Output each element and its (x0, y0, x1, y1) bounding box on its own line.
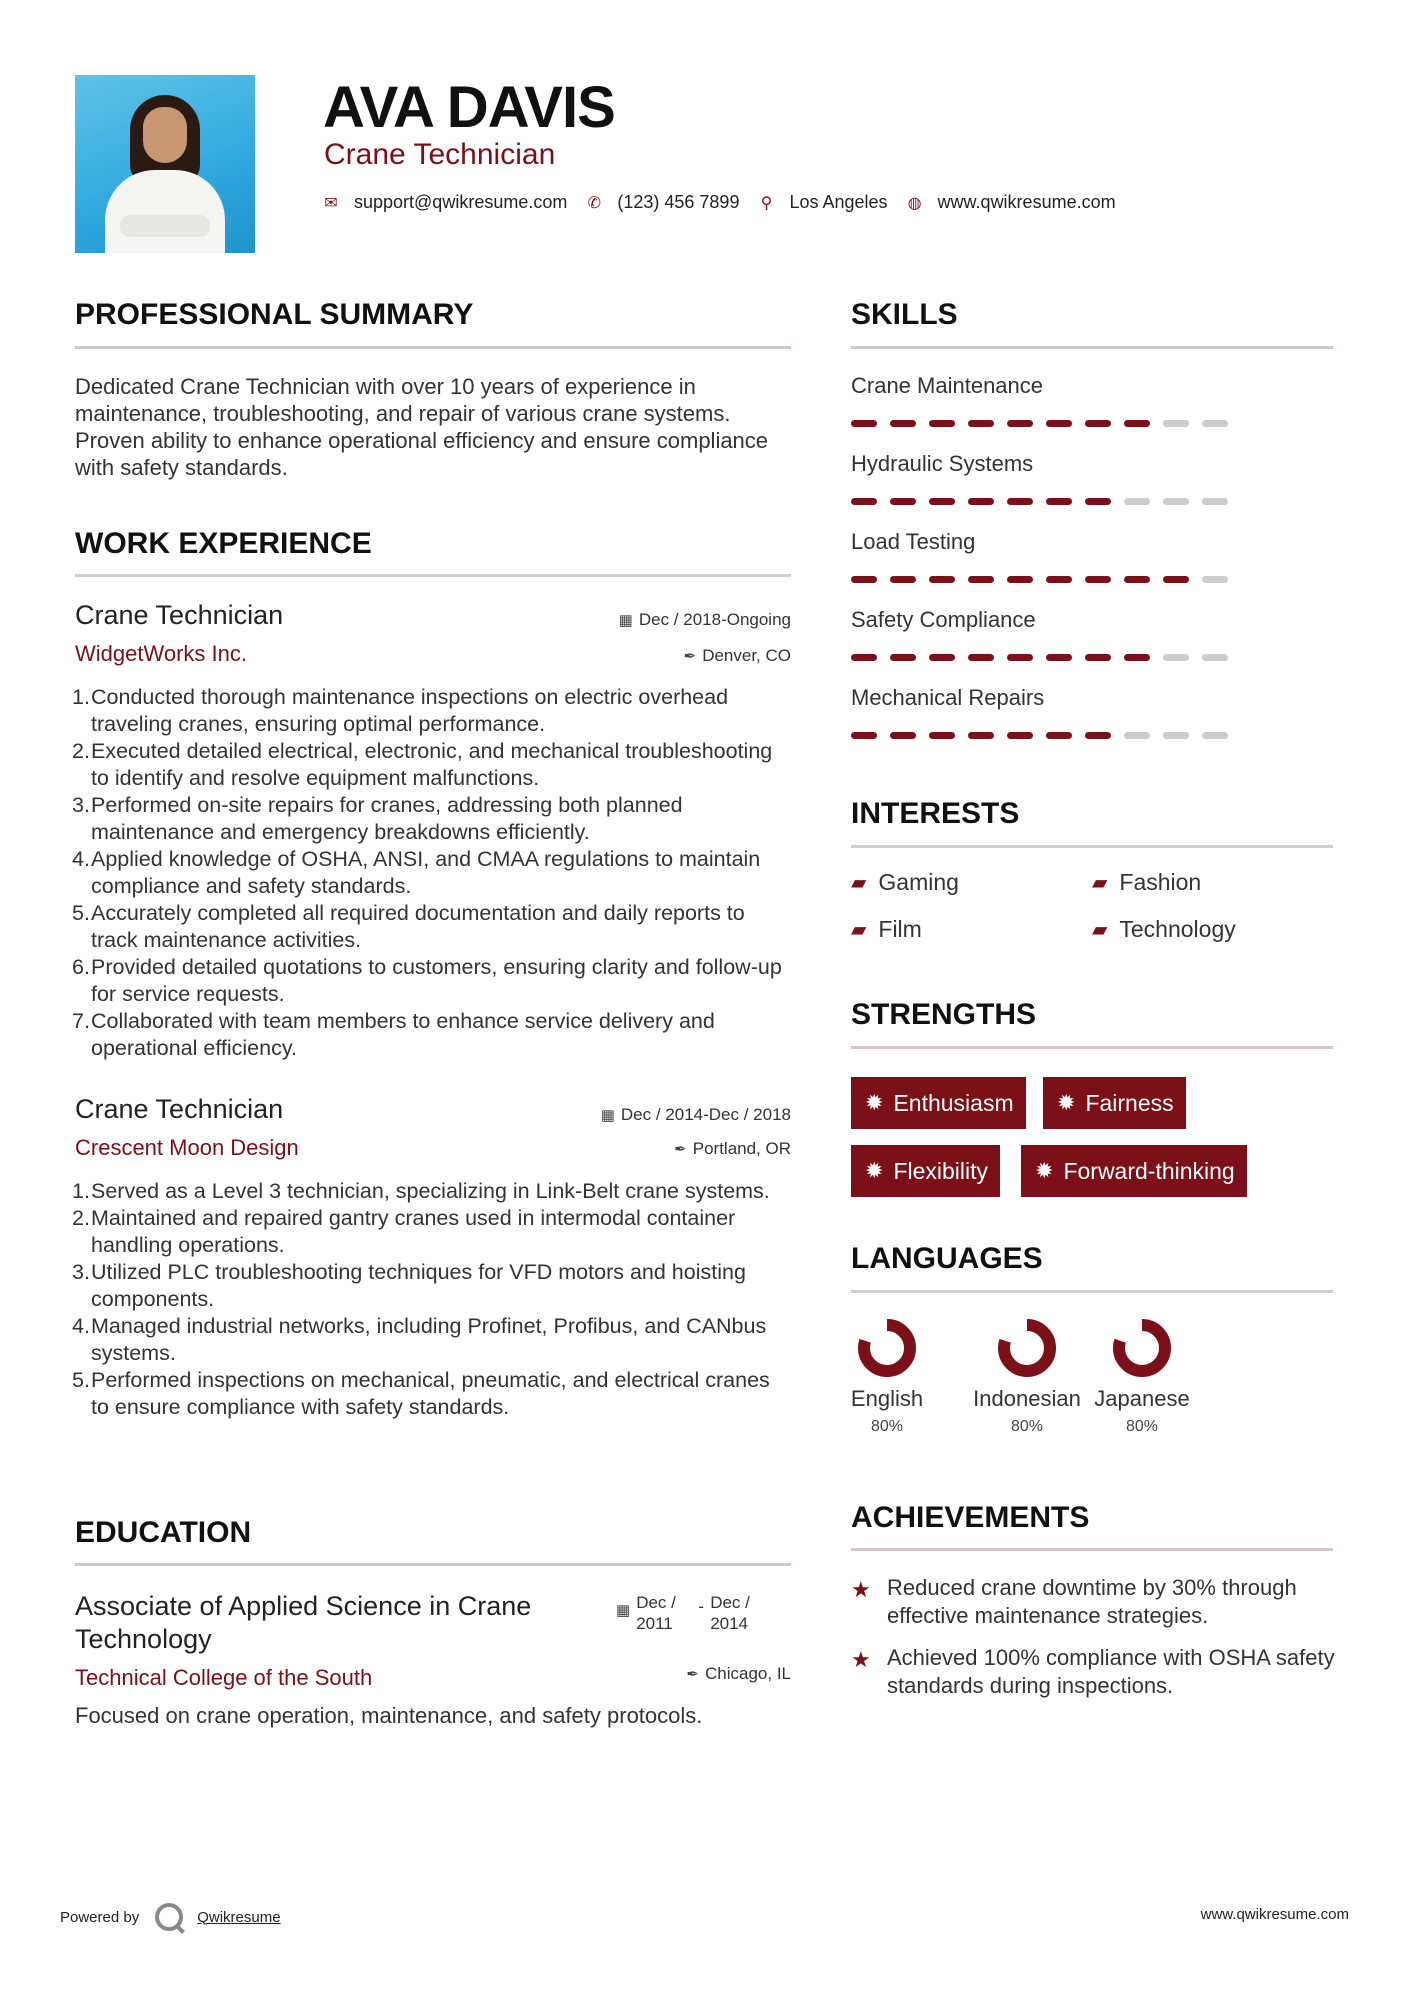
badge-icon: ✹ (1057, 1090, 1076, 1115)
section-divider (851, 1046, 1333, 1049)
school-name: Technical College of the South (75, 1665, 373, 1690)
list-item: 3. Performed on-site repairs for cranes, addressing both planned maintenance and emergency breakdowns efficiently. (72, 793, 683, 844)
skill-rating (851, 576, 1228, 583)
job-company: Crescent Moon Design (75, 1135, 299, 1160)
language-percent: 80% (870, 1418, 904, 1435)
skill-dot-filled (1007, 498, 1033, 505)
skill-dot-empty (1202, 420, 1228, 427)
skills-heading: SKILLS (851, 298, 958, 331)
job-location: ✒ Portland, OR (674, 1139, 791, 1158)
language-ring (857, 1318, 917, 1378)
skill-dot-filled (1046, 576, 1072, 583)
book-icon: ▰ (1092, 919, 1108, 941)
candidate-role: Crane Technician (324, 138, 556, 171)
language-item (967, 1318, 1087, 1436)
skill-dot-empty (1202, 498, 1228, 505)
list-item: 5. Performed inspections on mechanical, pneumatic, and electrical cranes to ensure compliance with safety standards. (72, 1368, 770, 1419)
strength-badge: ✹ Fairness (1043, 1077, 1186, 1129)
calendar-icon: ▦ (600, 1107, 615, 1124)
badge-icon: ✹ (865, 1158, 884, 1183)
list-item: 4. Applied knowledge of OSHA, ANSI, and CMAA regulations to maintain compliance and safety standards. (72, 847, 761, 898)
globe-icon: ◍ (907, 194, 922, 212)
skill-dot-filled (890, 732, 916, 739)
language-ring-arc (1004, 1325, 1050, 1371)
contact-bar (322, 192, 1134, 213)
badge-icon: ✹ (1035, 1158, 1054, 1183)
skill-name: Load Testing (851, 529, 976, 554)
strength-badge: ✹ Enthusiasm (851, 1077, 1026, 1129)
language-item (827, 1318, 947, 1436)
strength-badge: ✹ Flexibility (851, 1145, 1000, 1197)
list-item: 3. Utilized PLC troubleshooting techniques for VFD motors and hoisting components. (72, 1260, 746, 1311)
achievement-item: ★ Reduced crane downtime by 30% through effective maintenance strategies. (851, 1575, 1297, 1628)
skill-dot-filled (968, 420, 994, 427)
degree-title: Associate of Applied Science in Crane Technology (75, 1591, 532, 1654)
language-name: Indonesian (973, 1386, 1081, 1411)
map-pin-icon: ⚲ (760, 194, 773, 212)
job-bullets (73, 684, 793, 1062)
job-bullets (73, 1178, 793, 1421)
skill-dot-filled (1085, 732, 1111, 739)
skill-dot-empty (1124, 498, 1150, 505)
list-item: 4. Managed industrial networks, including Profinet, Profibus, and CANbus systems. (72, 1314, 767, 1365)
footer-powered-by: Powered by Qwikresume (60, 1903, 281, 1931)
education-dates: ▦ Dec / 2011 - Dec / 2014 (616, 1593, 750, 1633)
skill-dot-filled (968, 732, 994, 739)
section-divider (851, 1290, 1333, 1293)
interest-item: ▰ Gaming (851, 869, 959, 895)
skill-dot-empty (1202, 732, 1228, 739)
skill-dot-empty (1124, 732, 1150, 739)
skill-dot-filled (929, 654, 955, 661)
section-divider (851, 1548, 1333, 1551)
skill-name: Hydraulic Systems (851, 451, 1034, 476)
skill-dot-filled (1085, 498, 1111, 505)
footer-site-link[interactable]: www.qwikresume.com (1200, 1906, 1349, 1923)
skill-dot-empty (1163, 498, 1189, 505)
skill-rating (851, 498, 1228, 505)
list-item: 7. Collaborated with team members to enhance service delivery and operational efficiency. (72, 1009, 715, 1060)
language-name: English (850, 1386, 924, 1411)
skill-dot-filled (1046, 498, 1072, 505)
pushpin-icon: ✒ (686, 1666, 699, 1683)
contact-email[interactable]: support@qwikresume.com (354, 192, 568, 212)
skill-rating (851, 654, 1228, 661)
skill-dot-filled (1007, 732, 1033, 739)
list-item: 2. Maintained and repaired gantry cranes used in intermodal container handling operations. (72, 1206, 736, 1257)
job-location: ✒ Denver, CO (683, 646, 791, 665)
badge-icon: ✹ (865, 1090, 884, 1115)
language-ring (1112, 1318, 1172, 1378)
skill-dot-filled (851, 732, 877, 739)
language-ring-arc (1119, 1325, 1165, 1371)
language-ring-arc (864, 1325, 910, 1371)
contact-phone[interactable]: (123) 456 7899 (617, 192, 740, 212)
list-item: 1. Served as a Level 3 technician, specializing in Link-Belt crane systems. (72, 1179, 770, 1203)
skill-dot-filled (1007, 654, 1033, 661)
candidate-name: AVA DAVIS (323, 75, 615, 140)
list-item: 5. Accurately completed all required documentation and daily reports to track maintenance activities. (72, 901, 745, 952)
skill-dot-filled (1085, 654, 1111, 661)
book-icon: ▰ (1092, 872, 1108, 894)
language-item (1082, 1318, 1202, 1436)
qwikresume-logo-icon (155, 1903, 183, 1931)
star-icon: ★ (851, 1647, 871, 1672)
skill-dot-filled (929, 498, 955, 505)
section-divider (75, 346, 791, 349)
skill-rating (851, 420, 1228, 427)
skill-dot-filled (1085, 420, 1111, 427)
skill-name: Safety Compliance (851, 607, 1036, 632)
section-divider (851, 845, 1333, 848)
education-description: Focused on crane operation, maintenance, and safety protocols. (75, 1703, 703, 1728)
skill-dot-filled (1085, 576, 1111, 583)
skill-dot-empty (1163, 654, 1189, 661)
pushpin-icon: ✒ (674, 1141, 687, 1158)
job-dates: ▦ Dec / 2014-Dec / 2018 (600, 1105, 791, 1124)
skill-dot-filled (1124, 654, 1150, 661)
experience-heading: WORK EXPERIENCE (75, 527, 372, 560)
skill-dot-filled (890, 498, 916, 505)
skill-dot-filled (1124, 576, 1150, 583)
skill-dot-filled (890, 654, 916, 661)
interest-item: ▰ Fashion (1092, 869, 1202, 895)
star-icon: ★ (851, 1577, 871, 1602)
skill-dot-filled (1163, 576, 1189, 583)
skill-dot-filled (929, 576, 955, 583)
profile-photo (75, 75, 255, 253)
skill-dot-filled (851, 576, 877, 583)
interest-item: ▰ Technology (1092, 916, 1236, 942)
skill-name: Mechanical Repairs (851, 685, 1045, 710)
contact-website[interactable]: www.qwikresume.com (937, 192, 1116, 212)
skill-dot-filled (1046, 732, 1072, 739)
education-location: ✒ Chicago, IL (686, 1664, 791, 1683)
book-icon: ▰ (851, 919, 867, 941)
calendar-icon: ▦ (616, 1602, 631, 1619)
summary-text: Dedicated Crane Technician with over 10 years of experience in maintenance, troubleshooting, and repair of various crane systems. Proven ability to enhance operational efficiency and ensure compliance with safety standards. (75, 374, 769, 480)
languages-heading: LANGUAGES (851, 1242, 1043, 1275)
skill-dot-empty (1163, 420, 1189, 427)
strengths-heading: STRENGTHS (851, 998, 1037, 1031)
skill-dot-filled (1124, 420, 1150, 427)
skill-dot-filled (1007, 420, 1033, 427)
skill-dot-empty (1202, 576, 1228, 583)
skill-dot-filled (890, 576, 916, 583)
calendar-icon: ▦ (618, 612, 633, 629)
skill-dot-filled (1007, 576, 1033, 583)
section-divider (75, 1563, 791, 1566)
job-dates: ▦ Dec / 2018-Ongoing (618, 610, 791, 629)
skill-name: Crane Maintenance (851, 373, 1044, 398)
strength-badge: ✹ Forward-thinking (1021, 1145, 1247, 1197)
job-title: Crane Technician (75, 600, 284, 630)
language-ring (997, 1318, 1057, 1378)
skill-dot-filled (968, 654, 994, 661)
skill-dot-filled (968, 498, 994, 505)
phone-icon: ✆ (587, 194, 602, 212)
skill-dot-filled (1046, 654, 1072, 661)
contact-location: Los Angeles (789, 192, 888, 212)
language-name: Japanese (1094, 1386, 1190, 1411)
skill-dot-filled (890, 420, 916, 427)
achievement-item: ★ Achieved 100% compliance with OSHA safety standards during inspections. (851, 1645, 1335, 1698)
book-icon: ▰ (851, 872, 867, 894)
interest-item: ▰ Film (851, 916, 922, 942)
skill-rating (851, 732, 1228, 739)
skill-dot-empty (1202, 654, 1228, 661)
section-divider (75, 574, 791, 577)
interests-heading: INTERESTS (851, 797, 1020, 830)
skill-dot-filled (851, 654, 877, 661)
envelope-icon: ✉ (324, 194, 338, 212)
skill-dot-filled (929, 732, 955, 739)
list-item: 6. Provided detailed quotations to customers, ensuring clarity and follow-up for service requests. (72, 955, 782, 1006)
education-heading: EDUCATION (75, 1516, 252, 1549)
skill-dot-filled (968, 576, 994, 583)
pushpin-icon: ✒ (683, 648, 697, 665)
skill-dot-filled (1046, 420, 1072, 427)
job-company: WidgetWorks Inc. (75, 641, 247, 666)
skill-dot-filled (851, 498, 877, 505)
list-item: 1. Conducted thorough maintenance inspections on electric overhead traveling cranes, ensuring optimal performance. (72, 685, 729, 736)
list-item: 2. Executed detailed electrical, electronic, and mechanical troubleshooting to identify and resolve equipment malfunctions. (72, 739, 773, 790)
brand-link[interactable]: Qwikresume (197, 1908, 281, 1926)
language-percent: 80% (1125, 1418, 1159, 1435)
skill-dot-filled (851, 420, 877, 427)
section-divider (851, 346, 1333, 349)
achievements-heading: ACHIEVEMENTS (851, 1501, 1090, 1534)
skill-dot-filled (929, 420, 955, 427)
summary-heading: PROFESSIONAL SUMMARY (75, 298, 474, 331)
job-title: Crane Technician (75, 1094, 284, 1124)
language-percent: 80% (1010, 1418, 1044, 1435)
skill-dot-empty (1163, 732, 1189, 739)
